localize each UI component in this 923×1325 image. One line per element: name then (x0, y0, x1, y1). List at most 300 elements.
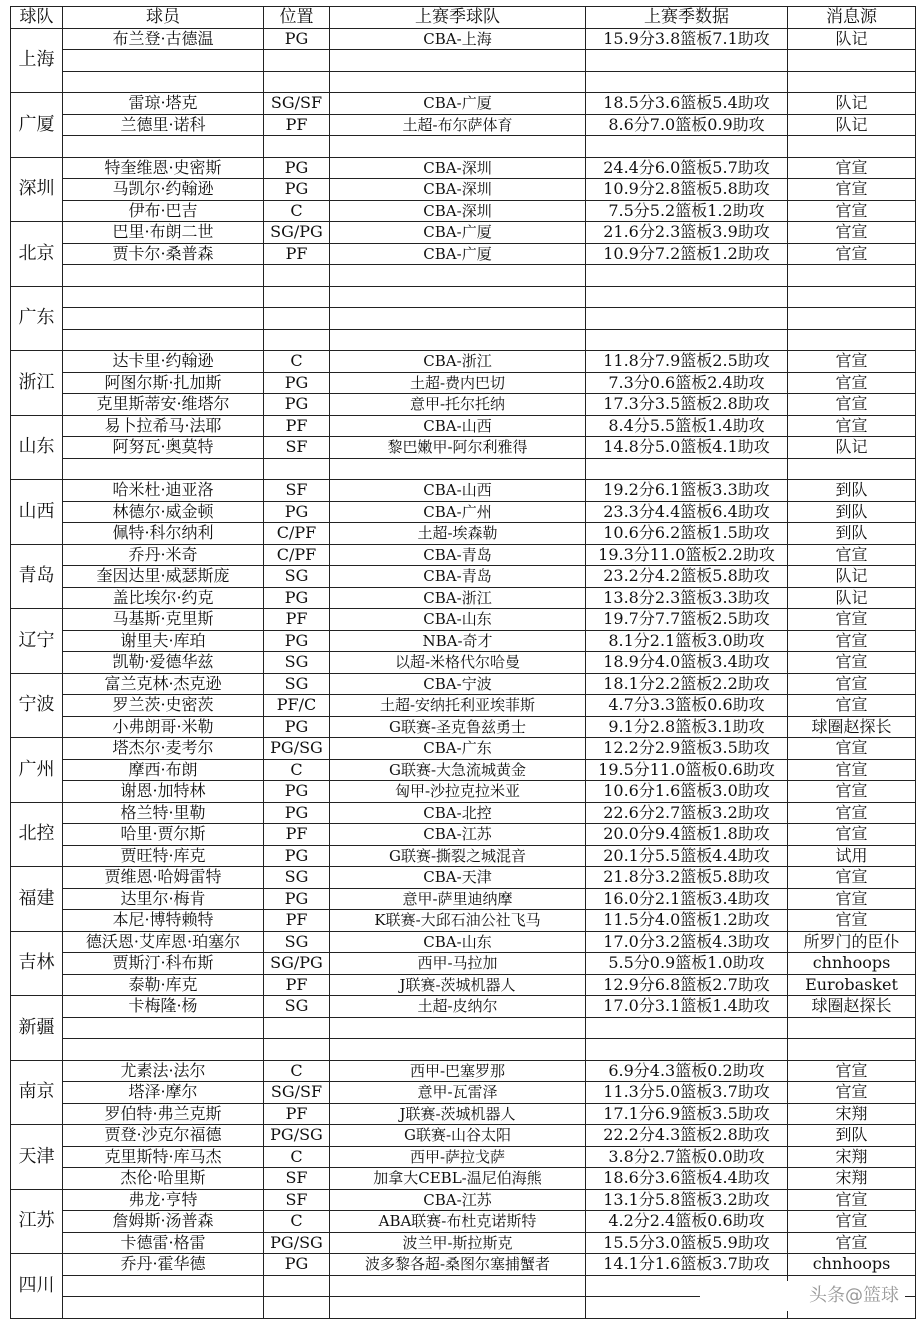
last-team-cell: 西甲-萨拉戈萨 (330, 1146, 586, 1168)
last-stats-cell: 22.2分4.3篮板2.8助攻 (586, 1125, 788, 1147)
last-team-cell: CBA-山东 (330, 931, 586, 953)
source-cell: 试用 (788, 845, 916, 867)
last-team-cell: ABA联赛-布杜克诺斯特 (330, 1211, 586, 1233)
last-team-cell (330, 1275, 586, 1297)
source-cell (788, 50, 916, 72)
player-cell: 布兰登·古德温 (63, 28, 264, 50)
player-cell: 盖比埃尔·约克 (63, 587, 264, 609)
table-row (11, 1103, 916, 1125)
position-cell: C/PF (264, 523, 330, 545)
table-row (11, 286, 916, 308)
team-cell: 深圳 (11, 157, 63, 222)
last-stats-cell: 18.5分3.6篮板5.4助攻 (586, 93, 788, 115)
position-cell (264, 1039, 330, 1061)
last-team-cell: 土超-皮纳尔 (330, 996, 586, 1018)
position-cell (264, 329, 330, 351)
table-row (11, 695, 916, 717)
position-cell: SG/SF (264, 93, 330, 115)
last-team-cell (330, 50, 586, 72)
source-cell (788, 1039, 916, 1061)
header-source: 消息源 (788, 7, 916, 29)
position-cell (264, 136, 330, 158)
source-cell: 官宣 (788, 243, 916, 265)
last-team-cell (330, 71, 586, 93)
team-cell: 四川 (11, 1254, 63, 1319)
player-cell: 特奎维恩·史密斯 (63, 157, 264, 179)
last-team-cell: 西甲-巴塞罗那 (330, 1060, 586, 1082)
player-cell: 尤素法·法尔 (63, 1060, 264, 1082)
position-cell: PF (264, 824, 330, 846)
table-row (11, 759, 916, 781)
roster-table (10, 6, 916, 1319)
position-cell: SG (264, 996, 330, 1018)
last-team-cell (330, 136, 586, 158)
last-stats-cell: 14.8分5.0篮板4.1助攻 (586, 437, 788, 459)
source-cell: 官宣 (788, 609, 916, 631)
position-cell: PG (264, 28, 330, 50)
player-cell: 马基斯·克里斯 (63, 609, 264, 631)
team-cell: 北京 (11, 222, 63, 287)
position-cell: SF (264, 1189, 330, 1211)
player-cell: 卡德雷·格雷 (63, 1232, 264, 1254)
table-row (11, 1039, 916, 1061)
position-cell: PF (264, 415, 330, 437)
last-team-cell: 加拿大CEBL-温尼伯海熊 (330, 1168, 586, 1190)
position-cell: SF (264, 437, 330, 459)
position-cell: PG (264, 179, 330, 201)
table-row (11, 243, 916, 265)
player-cell (63, 286, 264, 308)
table-row (11, 1146, 916, 1168)
player-cell: 贾登·沙克尔福德 (63, 1125, 264, 1147)
last-team-cell (330, 458, 586, 480)
watermark: 头条@篮球 (700, 1281, 905, 1311)
last-team-cell: 黎巴嫩甲-阿尔利雅得 (330, 437, 586, 459)
last-team-cell: CBA-广东 (330, 738, 586, 760)
last-stats-cell: 4.7分3.3篮板0.6助攻 (586, 695, 788, 717)
last-stats-cell: 21.6分2.3篮板3.9助攻 (586, 222, 788, 244)
last-stats-cell: 9.1分2.8篮板3.1助攻 (586, 716, 788, 738)
last-team-cell: CBA-浙江 (330, 587, 586, 609)
table-row (11, 1125, 916, 1147)
last-stats-cell: 18.1分2.2篮板2.2助攻 (586, 673, 788, 695)
source-cell (788, 136, 916, 158)
table-row (11, 609, 916, 631)
last-stats-cell: 24.4分6.0篮板5.7助攻 (586, 157, 788, 179)
last-stats-cell: 10.9分2.8篮板5.8助攻 (586, 179, 788, 201)
table-row (11, 824, 916, 846)
position-cell: PG (264, 630, 330, 652)
source-cell: 队记 (788, 566, 916, 588)
player-cell: 德沃恩·艾库恩·珀塞尔 (63, 931, 264, 953)
source-cell: 官宣 (788, 544, 916, 566)
player-cell: 富兰克林·杰克逊 (63, 673, 264, 695)
last-stats-cell: 3.8分2.7篮板0.0助攻 (586, 1146, 788, 1168)
source-cell (788, 458, 916, 480)
last-stats-cell: 20.0分9.4篮板1.8助攻 (586, 824, 788, 846)
player-cell: 易卜拉希马·法耶 (63, 415, 264, 437)
table-row (11, 738, 916, 760)
source-cell: 官宣 (788, 867, 916, 889)
player-cell (63, 71, 264, 93)
player-cell: 弗龙·亨特 (63, 1189, 264, 1211)
last-stats-cell: 19.5分11.0篮板0.6助攻 (586, 759, 788, 781)
last-team-cell: J联赛-茨城机器人 (330, 974, 586, 996)
player-cell: 罗兰茨·史密茨 (63, 695, 264, 717)
last-team-cell: 意甲-托尔托纳 (330, 394, 586, 416)
position-cell: PG (264, 394, 330, 416)
last-stats-cell: 11.5分4.0篮板1.2助攻 (586, 910, 788, 932)
player-cell (63, 329, 264, 351)
last-stats-cell: 10.6分1.6篮板3.0助攻 (586, 781, 788, 803)
source-cell: 宋翔 (788, 1146, 916, 1168)
player-cell: 贾卡尔·桑普森 (63, 243, 264, 265)
position-cell: PG (264, 587, 330, 609)
last-team-cell: CBA-深圳 (330, 157, 586, 179)
position-cell: PG (264, 716, 330, 738)
team-cell: 北控 (11, 802, 63, 867)
last-team-cell: CBA-浙江 (330, 351, 586, 373)
header-position: 位置 (264, 7, 330, 29)
table-row (11, 480, 916, 502)
player-cell: 摩西·布朗 (63, 759, 264, 781)
position-cell: SG (264, 673, 330, 695)
table-row (11, 953, 916, 975)
table-row (11, 458, 916, 480)
source-cell: 官宣 (788, 200, 916, 222)
table-row (11, 415, 916, 437)
position-cell: SG (264, 652, 330, 674)
source-cell: 官宣 (788, 781, 916, 803)
last-team-cell: CBA-广厦 (330, 222, 586, 244)
player-cell (63, 1017, 264, 1039)
last-team-cell: NBA-奇才 (330, 630, 586, 652)
last-team-cell: CBA-青岛 (330, 544, 586, 566)
player-cell: 雷琼·塔克 (63, 93, 264, 115)
source-cell: 官宣 (788, 1082, 916, 1104)
position-cell: PF (264, 1103, 330, 1125)
last-team-cell: CBA-山西 (330, 480, 586, 502)
player-cell: 阿努瓦·奥莫特 (63, 437, 264, 459)
table-row (11, 1082, 916, 1104)
last-team-cell: 意甲-瓦雷泽 (330, 1082, 586, 1104)
source-cell: 所罗门的臣仆 (788, 931, 916, 953)
team-cell: 吉林 (11, 931, 63, 996)
position-cell: PF/C (264, 695, 330, 717)
position-cell: SG/PG (264, 222, 330, 244)
last-team-cell: 匈甲-沙拉克拉米亚 (330, 781, 586, 803)
source-cell: chnhoops (788, 1254, 916, 1276)
team-cell: 江苏 (11, 1189, 63, 1254)
source-cell: 官宣 (788, 415, 916, 437)
player-cell: 塔杰尔·麦考尔 (63, 738, 264, 760)
position-cell: C (264, 1146, 330, 1168)
table-row (11, 544, 916, 566)
table-row (11, 845, 916, 867)
player-cell (63, 50, 264, 72)
last-stats-cell: 8.1分2.1篮板3.0助攻 (586, 630, 788, 652)
last-team-cell: 意甲-萨里迪纳摩 (330, 888, 586, 910)
player-cell: 克里斯蒂安·维塔尔 (63, 394, 264, 416)
source-cell: 官宣 (788, 652, 916, 674)
position-cell: PG/SG (264, 1232, 330, 1254)
source-cell: 官宣 (788, 630, 916, 652)
position-cell: C (264, 1060, 330, 1082)
last-team-cell: CBA-青岛 (330, 566, 586, 588)
last-team-cell (330, 1017, 586, 1039)
last-stats-cell: 21.8分3.2篮板5.8助攻 (586, 867, 788, 889)
last-team-cell: J联赛-茨城机器人 (330, 1103, 586, 1125)
last-stats-cell: 12.2分2.9篮板3.5助攻 (586, 738, 788, 760)
source-cell: 到队 (788, 480, 916, 502)
player-cell (63, 136, 264, 158)
table-row (11, 523, 916, 545)
player-cell: 兰德里·诺科 (63, 114, 264, 136)
table-row (11, 329, 916, 351)
last-stats-cell: 15.5分3.0篮板5.9助攻 (586, 1232, 788, 1254)
table-row (11, 1232, 916, 1254)
team-cell: 南京 (11, 1060, 63, 1125)
table-row (11, 996, 916, 1018)
last-team-cell: 西甲-马拉加 (330, 953, 586, 975)
last-stats-cell: 7.5分5.2篮板1.2助攻 (586, 200, 788, 222)
table-row (11, 71, 916, 93)
source-cell: 官宣 (788, 738, 916, 760)
last-team-cell: 土超-布尔萨体育 (330, 114, 586, 136)
source-cell: 球圈赵探长 (788, 996, 916, 1018)
position-cell: PG (264, 845, 330, 867)
source-cell: 官宣 (788, 910, 916, 932)
player-cell: 达里尔·梅肯 (63, 888, 264, 910)
last-stats-cell: 22.6分2.7篮板3.2助攻 (586, 802, 788, 824)
last-stats-cell: 17.0分3.2篮板4.3助攻 (586, 931, 788, 953)
last-stats-cell: 8.4分5.5篮板1.4助攻 (586, 415, 788, 437)
last-stats-cell: 23.2分4.2篮板5.8助攻 (586, 566, 788, 588)
last-team-cell: G联赛-大急流城黄金 (330, 759, 586, 781)
source-cell: 官宣 (788, 1232, 916, 1254)
player-cell (63, 1297, 264, 1319)
position-cell: PG/SG (264, 738, 330, 760)
last-stats-cell (586, 458, 788, 480)
source-cell: 官宣 (788, 1060, 916, 1082)
position-cell: PF (264, 114, 330, 136)
header-last-stats: 上赛季数据 (586, 7, 788, 29)
last-team-cell: 以超-米格代尔哈曼 (330, 652, 586, 674)
source-cell: 队记 (788, 587, 916, 609)
position-cell (264, 50, 330, 72)
table-row (11, 673, 916, 695)
last-team-cell: CBA-山西 (330, 415, 586, 437)
last-stats-cell: 19.3分11.0篮板2.2助攻 (586, 544, 788, 566)
player-cell: 林德尔·威金顿 (63, 501, 264, 523)
table-row (11, 1254, 916, 1276)
source-cell: 官宣 (788, 179, 916, 201)
team-cell: 浙江 (11, 351, 63, 416)
last-team-cell: 波兰甲-斯拉斯克 (330, 1232, 586, 1254)
last-stats-cell (586, 265, 788, 287)
source-cell (788, 308, 916, 330)
player-cell (63, 458, 264, 480)
last-team-cell: CBA-深圳 (330, 179, 586, 201)
team-cell: 广厦 (11, 93, 63, 158)
table-row (11, 394, 916, 416)
last-team-cell: CBA-广州 (330, 501, 586, 523)
source-cell: 官宣 (788, 759, 916, 781)
player-cell: 贾旺特·库克 (63, 845, 264, 867)
position-cell: C/PF (264, 544, 330, 566)
player-cell: 格兰特·里勒 (63, 802, 264, 824)
player-cell (63, 308, 264, 330)
last-stats-cell: 10.9分7.2篮板1.2助攻 (586, 243, 788, 265)
last-team-cell (330, 308, 586, 330)
position-cell: C (264, 1211, 330, 1233)
table-row (11, 200, 916, 222)
source-cell: 队记 (788, 93, 916, 115)
last-stats-cell (586, 1017, 788, 1039)
position-cell: C (264, 200, 330, 222)
source-cell: 官宣 (788, 1189, 916, 1211)
last-stats-cell: 4.2分2.4篮板0.6助攻 (586, 1211, 788, 1233)
last-team-cell: 波多黎各超-桑图尔塞捕蟹者 (330, 1254, 586, 1276)
last-team-cell: CBA-天津 (330, 867, 586, 889)
team-cell: 青岛 (11, 544, 63, 609)
table-row (11, 222, 916, 244)
last-team-cell: G联赛-撕裂之城混音 (330, 845, 586, 867)
table-row (11, 1189, 916, 1211)
last-stats-cell: 16.0分2.1篮板3.4助攻 (586, 888, 788, 910)
position-cell: PG (264, 1254, 330, 1276)
table-row (11, 437, 916, 459)
last-stats-cell (586, 50, 788, 72)
position-cell: PG (264, 802, 330, 824)
source-cell: 官宣 (788, 673, 916, 695)
table-row (11, 93, 916, 115)
player-cell: 谢里夫·库珀 (63, 630, 264, 652)
position-cell: SF (264, 1168, 330, 1190)
source-cell: 到队 (788, 1125, 916, 1147)
player-cell: 哈里·贾尔斯 (63, 824, 264, 846)
player-cell: 贾斯汀·科布斯 (63, 953, 264, 975)
position-cell (264, 71, 330, 93)
last-stats-cell: 23.3分4.4篮板6.4助攻 (586, 501, 788, 523)
header-last-team: 上赛季球队 (330, 7, 586, 29)
player-cell: 谢恩·加特林 (63, 781, 264, 803)
last-stats-cell: 14.1分1.6篮板3.7助攻 (586, 1254, 788, 1276)
player-cell: 本尼·博特赖特 (63, 910, 264, 932)
position-cell: SG (264, 931, 330, 953)
position-cell: PG (264, 781, 330, 803)
position-cell: PF (264, 243, 330, 265)
player-cell: 达卡里·约翰逊 (63, 351, 264, 373)
position-cell: SF (264, 480, 330, 502)
position-cell (264, 458, 330, 480)
table-row (11, 910, 916, 932)
last-stats-cell: 20.1分5.5篮板4.4助攻 (586, 845, 788, 867)
position-cell: PF (264, 974, 330, 996)
table-row (11, 372, 916, 394)
table-row (11, 136, 916, 158)
position-cell: SG/SF (264, 1082, 330, 1104)
source-cell (788, 329, 916, 351)
source-cell: 官宣 (788, 1211, 916, 1233)
source-cell: 队记 (788, 114, 916, 136)
table-row (11, 587, 916, 609)
last-stats-cell: 7.3分0.6篮板2.4助攻 (586, 372, 788, 394)
source-cell: 官宣 (788, 222, 916, 244)
position-cell (264, 1275, 330, 1297)
player-cell: 巴里·布朗二世 (63, 222, 264, 244)
last-team-cell: CBA-广厦 (330, 93, 586, 115)
last-team-cell (330, 286, 586, 308)
player-cell: 佩特·科尔纳利 (63, 523, 264, 545)
source-cell: 球圈赵探长 (788, 716, 916, 738)
table-row (11, 1211, 916, 1233)
last-team-cell: K联赛-大邱石油公社飞马 (330, 910, 586, 932)
player-cell: 阿图尔斯·扎加斯 (63, 372, 264, 394)
last-team-cell: 土超-埃森勒 (330, 523, 586, 545)
source-cell: chnhoops (788, 953, 916, 975)
last-team-cell: 土超-安纳托利亚埃菲斯 (330, 695, 586, 717)
position-cell: PF (264, 609, 330, 631)
source-cell: 官宣 (788, 824, 916, 846)
last-stats-cell: 11.8分7.9篮板2.5助攻 (586, 351, 788, 373)
table-row (11, 1017, 916, 1039)
source-cell: 官宣 (788, 351, 916, 373)
last-stats-cell (586, 71, 788, 93)
last-stats-cell (586, 1039, 788, 1061)
player-cell: 卡梅隆·杨 (63, 996, 264, 1018)
player-cell: 乔丹·霍华德 (63, 1254, 264, 1276)
position-cell: PG (264, 888, 330, 910)
source-cell: 队记 (788, 28, 916, 50)
last-team-cell: CBA-江苏 (330, 824, 586, 846)
position-cell: PG (264, 372, 330, 394)
last-stats-cell: 10.6分6.2篮板1.5助攻 (586, 523, 788, 545)
position-cell: PF (264, 910, 330, 932)
player-cell: 奎因达里·威瑟斯庞 (63, 566, 264, 588)
position-cell (264, 308, 330, 330)
last-team-cell (330, 1039, 586, 1061)
team-cell: 上海 (11, 28, 63, 93)
last-team-cell: CBA-广厦 (330, 243, 586, 265)
source-cell (788, 1017, 916, 1039)
player-cell: 克里斯特·库马杰 (63, 1146, 264, 1168)
source-cell: 官宣 (788, 695, 916, 717)
table-row (11, 265, 916, 287)
team-cell: 宁波 (11, 673, 63, 738)
table-row (11, 1060, 916, 1082)
team-cell: 新疆 (11, 996, 63, 1061)
player-cell: 小弗朗哥·米勒 (63, 716, 264, 738)
source-cell: 官宣 (788, 157, 916, 179)
last-stats-cell: 5.5分0.9篮板1.0助攻 (586, 953, 788, 975)
position-cell: SG (264, 566, 330, 588)
source-cell: 到队 (788, 523, 916, 545)
table-row (11, 50, 916, 72)
last-team-cell (330, 329, 586, 351)
team-cell: 辽宁 (11, 609, 63, 674)
team-cell: 福建 (11, 867, 63, 932)
player-cell: 哈米杜·迪亚洛 (63, 480, 264, 502)
source-cell: Eurobasket (788, 974, 916, 996)
player-cell: 詹姆斯·汤普森 (63, 1211, 264, 1233)
table-row (11, 28, 916, 50)
table-row (11, 308, 916, 330)
team-cell: 山西 (11, 480, 63, 545)
position-cell: PG (264, 157, 330, 179)
source-cell (788, 265, 916, 287)
table-row (11, 179, 916, 201)
